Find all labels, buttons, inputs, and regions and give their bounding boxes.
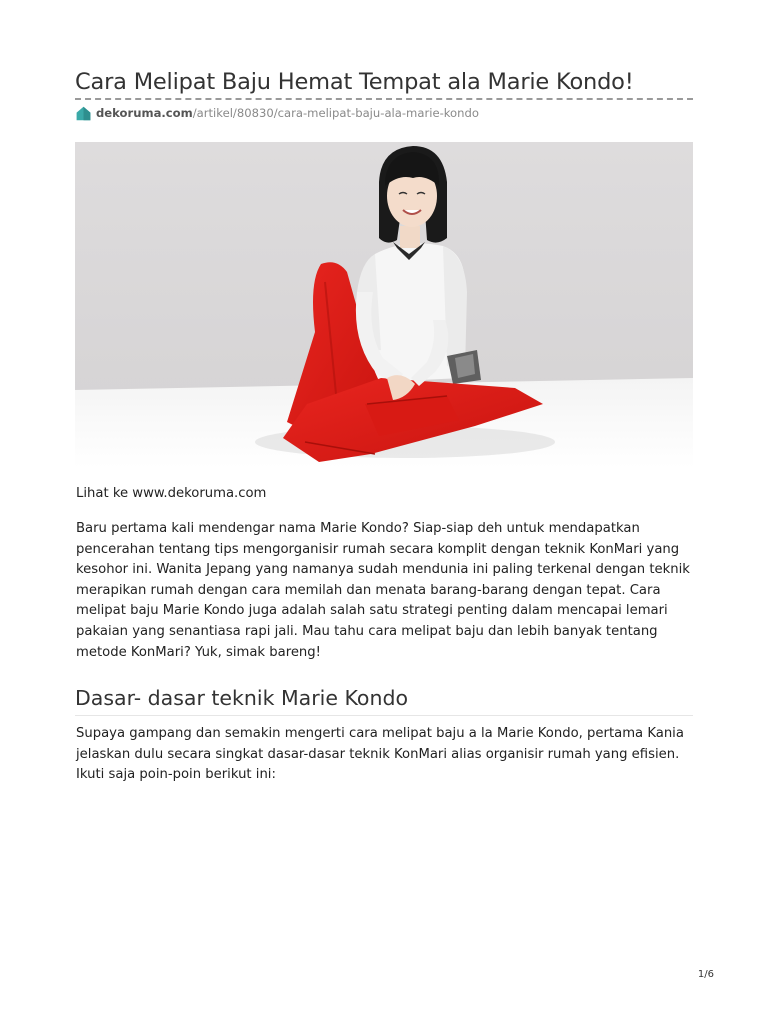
page-number: 1/6 xyxy=(697,969,714,980)
section-divider xyxy=(75,715,693,716)
source-path: /artikel/80830/cara-melipat-baju-ala-marie-kondo xyxy=(192,106,479,120)
source-link-note[interactable]: Lihat ke www.dekoruma.com xyxy=(76,486,267,501)
source-domain: dekoruma.com xyxy=(96,106,193,120)
section-paragraph: Supaya gampang dan semakin mengerti cara melipat baju a la Marie Kondo, pertama Kania jelaskan dulu secara singkat dasar-dasar teknik KonMari alias organisir rumah yang efisien. Ikuti saja poin-poin berikut ini: xyxy=(76,726,684,783)
house-icon xyxy=(76,106,91,121)
section-heading: Dasar- dasar teknik Marie Kondo xyxy=(75,686,408,710)
source-link[interactable] xyxy=(76,105,479,121)
hero-image xyxy=(75,142,693,468)
intro-paragraph: Baru pertama kali mendengar nama Marie Kondo? Siap-siap deh untuk mendapatkan pencerahan tentang tips mengorganisir rumah secara komplit dengan teknik KonMari yang kesohor ini. Wanita Jepang yang namanya sudah mendunia ini paling terkenal dengan teknik merapikan rumah dengan cara memilah dan menata barang-barang dengan tepat. Cara melipat baju Marie Kondo juga adalah salah satu strategi penting dalam mencapai lemari pakaian yang senantiasa rapi jali. Mau tahu cara melipat baju dan lebih banyak tentang metode KonMari? Yuk, simak bareng! xyxy=(76,521,690,660)
title-divider xyxy=(75,98,693,100)
page-title: Cara Melipat Baju Hemat Tempat ala Marie Kondo! xyxy=(75,69,634,95)
